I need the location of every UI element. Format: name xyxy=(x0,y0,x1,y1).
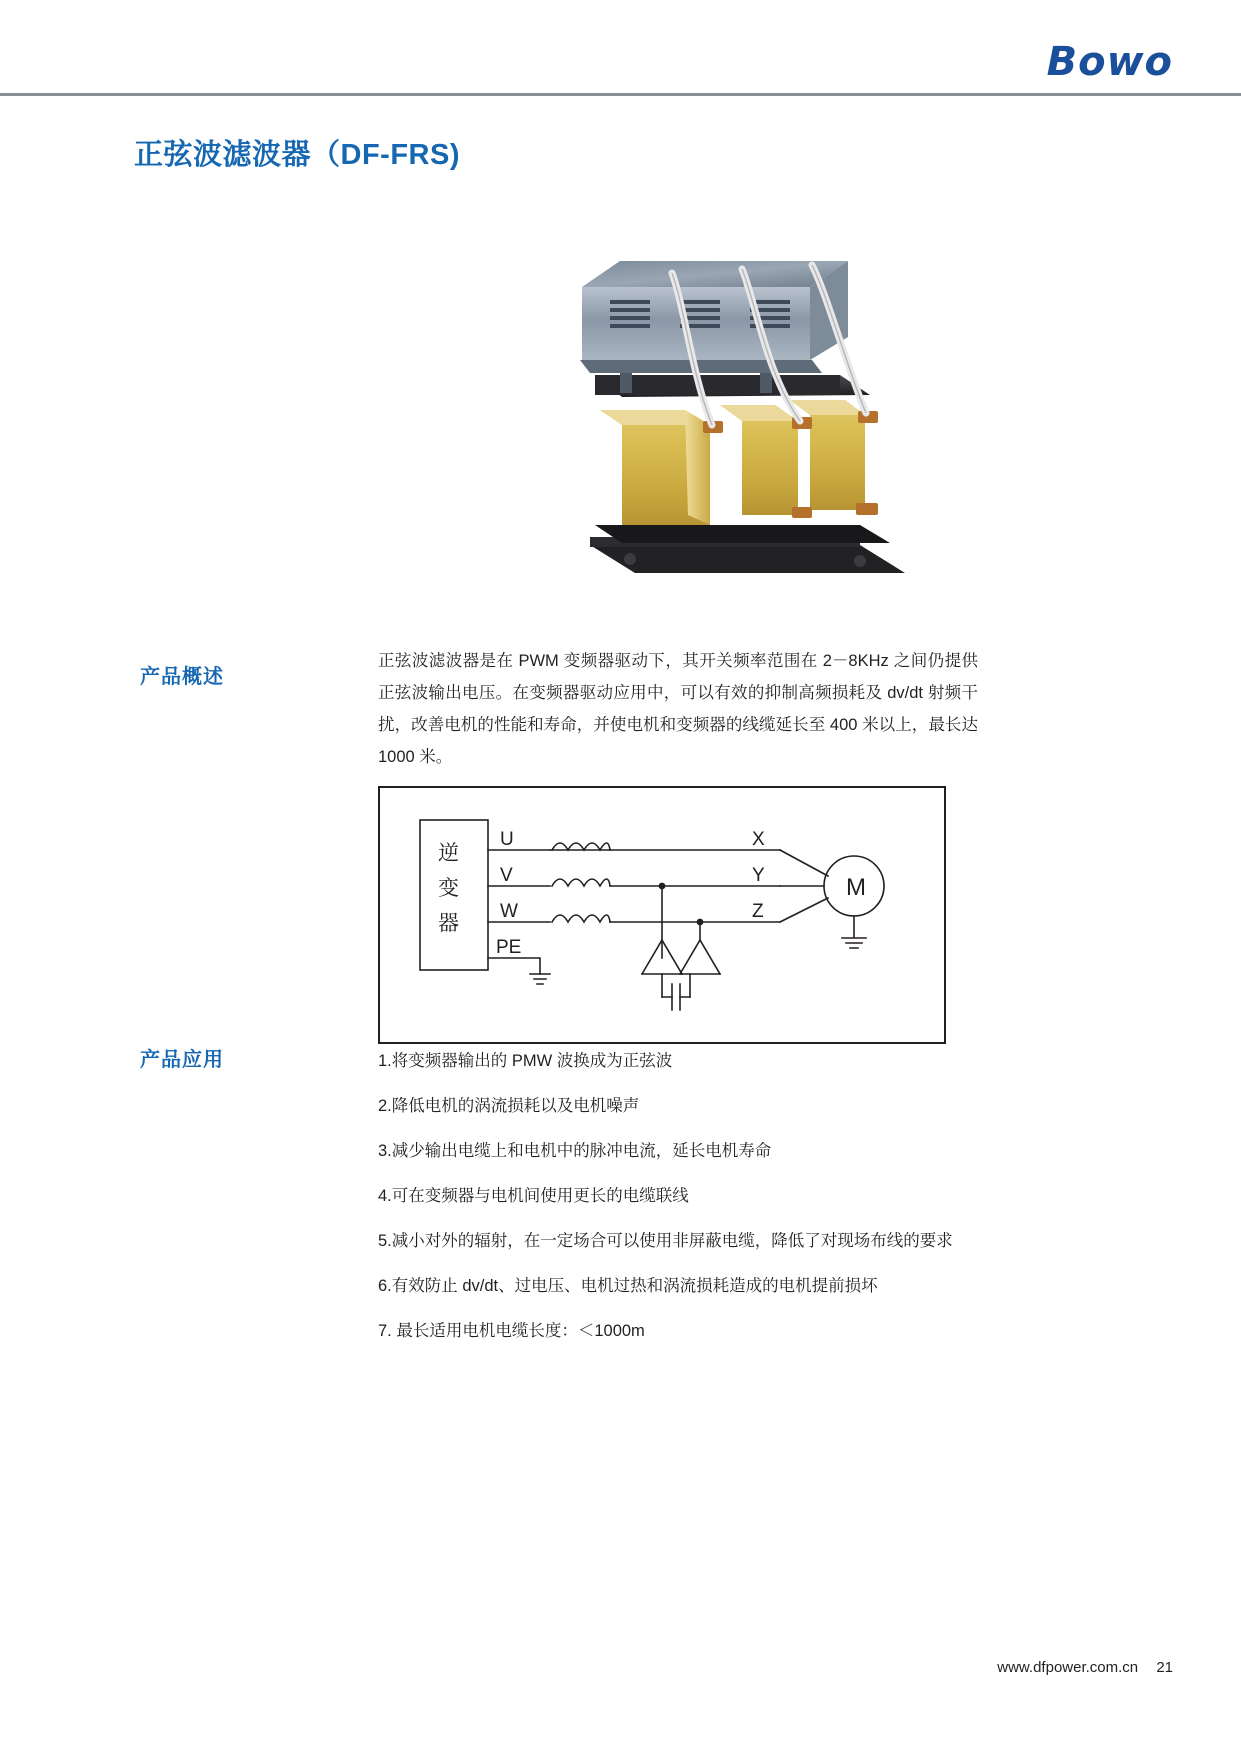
sine-wave-filter-image xyxy=(560,225,940,600)
product-photo xyxy=(560,225,940,600)
footer-website: www.dfpower.com.cn xyxy=(997,1659,1139,1676)
list-item: 4.可在变频器与电机间使用更长的电缆联线 xyxy=(378,1187,689,1205)
list-item: 6.有效防止 dv/dt、过电压、电机过热和涡流损耗造成的电机提前损坏 xyxy=(378,1277,878,1295)
list-item: 5.减小对外的辐射，在一定场合可以使用非屏蔽电缆，降低了对现场布线的要求 xyxy=(378,1232,953,1250)
circuit-schematic xyxy=(378,786,946,1044)
terminal-v: V xyxy=(500,865,513,886)
schematic-svg xyxy=(380,788,944,1042)
inverter-label-char-3: 器 xyxy=(438,912,459,935)
list-item: 3.减少输出电缆上和电机中的脉冲电流，延长电机寿命 xyxy=(378,1142,772,1160)
terminal-w: W xyxy=(500,901,518,922)
page-title: 正弦波滤波器（DF-FRS) xyxy=(134,139,460,171)
page-footer xyxy=(997,1659,1173,1676)
header-divider xyxy=(0,93,1241,96)
brand-logo xyxy=(1046,39,1173,85)
terminal-z: Z xyxy=(752,901,764,922)
terminal-y: Y xyxy=(752,865,765,886)
list-item: 7. 最长适用电机电缆长度：＜1000m xyxy=(378,1322,645,1340)
inverter-label-char-1: 逆 xyxy=(438,842,459,865)
section-label-overview: 产品概述 xyxy=(140,666,224,688)
page-number: 21 xyxy=(1156,1659,1173,1676)
terminal-u: U xyxy=(500,829,514,850)
list-item: 1.将变频器输出的 PMW 波换成为正弦波 xyxy=(378,1052,673,1070)
terminal-x: X xyxy=(752,829,765,850)
inverter-label-char-2: 变 xyxy=(438,877,459,900)
motor-label: M xyxy=(846,874,866,901)
brand-logo-text: Bowo xyxy=(1046,39,1173,85)
list-item: 2.降低电机的涡流损耗以及电机噪声 xyxy=(378,1097,640,1115)
application-list xyxy=(378,1050,998,1365)
page-header xyxy=(0,0,1241,96)
terminal-pe: PE xyxy=(496,937,522,958)
overview-paragraph: 正弦波滤波器是在 PWM 变频器驱动下，其开关频率范围在 2－8KHz 之间仍提供正弦波输出电压。在变频器驱动应用中，可以有效的抑制高频损耗及 dv/dt 射频干扰，改善电机的性能和寿命，并使电机和变频器的线缆延长至 400 米以上，最长达 1000 米。 xyxy=(378,652,978,766)
section-label-application: 产品应用 xyxy=(140,1049,224,1071)
